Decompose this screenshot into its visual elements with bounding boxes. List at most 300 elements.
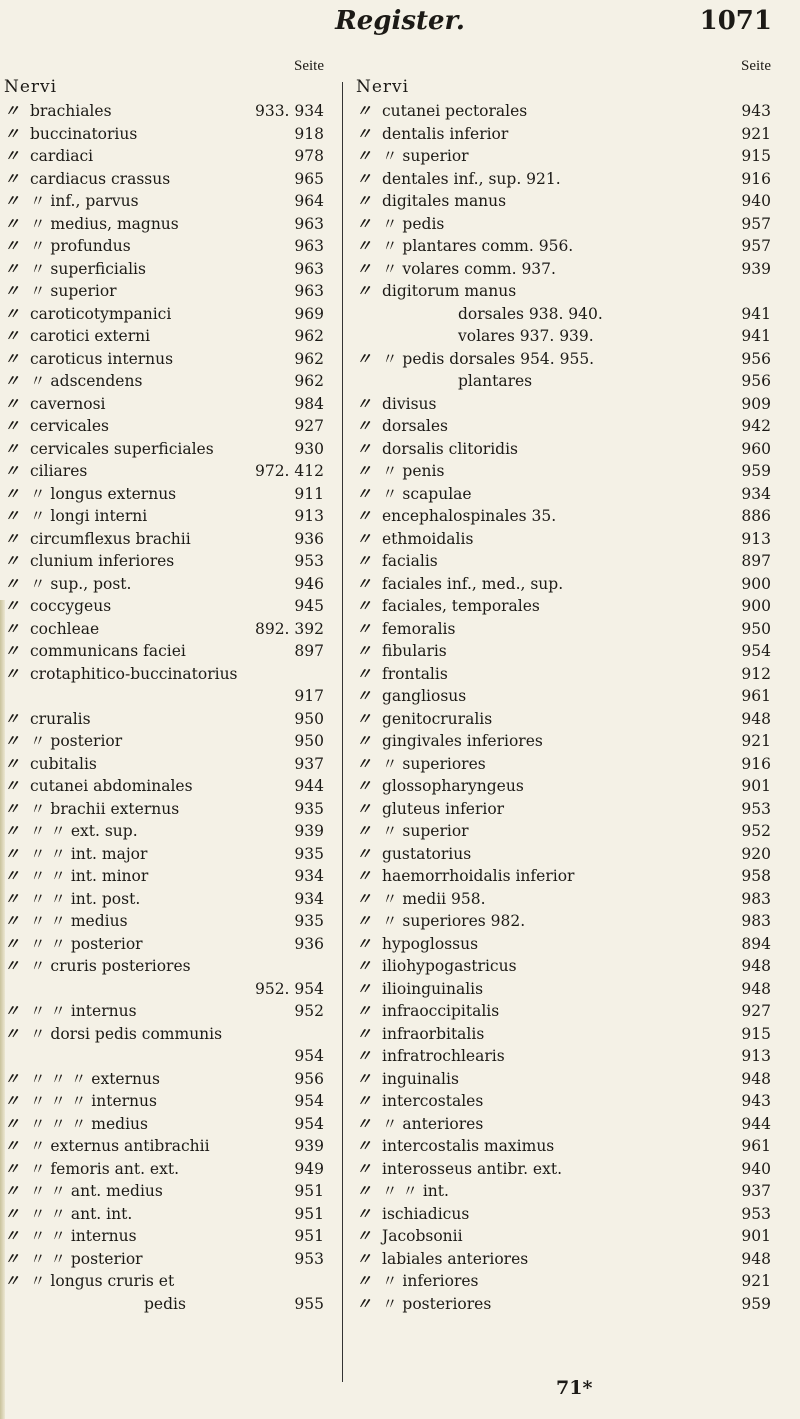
ditto-mark: 〃 <box>4 281 20 300</box>
page-reference: 962 <box>294 372 324 390</box>
page-reference: 937 <box>741 1182 771 1200</box>
ditto-mark: 〃 <box>356 1046 372 1065</box>
entry-term: inguinalis <box>382 1069 459 1088</box>
page-reference: 953 <box>741 1204 771 1223</box>
entry-term: cervicales superficiales <box>30 439 214 458</box>
entry-term: 〃 superficialis <box>30 259 146 278</box>
index-column-left <box>4 58 324 1315</box>
ditto-mark: 〃 <box>356 1136 372 1155</box>
page-reference: 894 <box>741 934 771 953</box>
index-entry <box>4 1203 324 1226</box>
index-entry <box>356 1023 771 1046</box>
index-entry <box>356 1293 771 1316</box>
ditto-mark: 〃 <box>4 213 20 233</box>
index-entry <box>4 190 324 213</box>
entry-term: ilioinguinalis <box>382 979 484 998</box>
ditto-mark: 〃 <box>4 483 20 503</box>
page-reference: 913 <box>741 529 771 548</box>
ditto-mark: 〃 <box>356 888 372 908</box>
page-reference: 964 <box>294 192 324 210</box>
index-entry <box>4 505 324 528</box>
page-reference: 948 <box>741 1069 771 1088</box>
page-reference: 959 <box>741 462 771 480</box>
entry-term: 〃 〃 〃 medius <box>30 1114 148 1133</box>
ditto-mark: 〃 <box>4 303 20 323</box>
ditto-mark: 〃 <box>4 258 20 278</box>
entry-term: 〃 plantares comm. 956. <box>382 237 574 255</box>
index-entry <box>4 910 324 933</box>
index-entry <box>4 888 324 911</box>
ditto-mark: 〃 <box>4 776 20 795</box>
index-entry <box>356 303 771 326</box>
ditto-mark: 〃 <box>356 821 372 840</box>
ditto-mark: 〃 <box>4 753 20 773</box>
page-reference: 952 <box>741 822 771 840</box>
index-entry <box>356 865 771 888</box>
index-entry <box>4 1045 324 1068</box>
entry-term: dentales inf., sup. 921. <box>382 169 561 188</box>
ditto-mark: 〃 <box>356 1158 372 1178</box>
page-reference: 948 <box>741 709 771 728</box>
ditto-mark: 〃 <box>4 933 20 953</box>
index-entry <box>4 348 324 371</box>
entry-term: 〃 superiores 982. <box>382 912 526 930</box>
index-entry <box>4 933 324 956</box>
entry-term: ischiadicus <box>382 1204 470 1223</box>
entry-term: digitorum manus <box>382 282 517 300</box>
index-entry <box>356 100 771 123</box>
page-reference: 943 <box>741 1092 771 1110</box>
entry-term: 〃 〃 posterior <box>30 934 143 953</box>
ditto-mark: 〃 <box>356 978 372 998</box>
index-entry <box>356 145 771 168</box>
page-reference: 962 <box>294 327 324 345</box>
ditto-mark: 〃 <box>4 1091 20 1110</box>
ditto-mark: 〃 <box>356 1001 372 1020</box>
index-entry <box>4 1248 324 1271</box>
page-reference: 886 <box>741 507 771 525</box>
ditto-mark: 〃 <box>4 641 20 660</box>
index-entry <box>4 100 324 123</box>
index-entry <box>4 303 324 326</box>
index-entry <box>4 168 324 191</box>
ditto-mark: 〃 <box>356 573 372 593</box>
ditto-mark: 〃 <box>356 416 372 435</box>
ditto-mark: 〃 <box>4 1158 20 1178</box>
entry-term: 〃 〃 int. major <box>30 844 148 863</box>
entry-term: 〃 〃 medius <box>30 912 128 930</box>
index-entry <box>4 393 324 416</box>
ditto-mark: 〃 <box>356 236 372 255</box>
entry-term: caroticus internus <box>30 349 174 368</box>
index-entry <box>4 415 324 438</box>
entry-term: 〃 〃 ant. medius <box>30 1182 163 1200</box>
ditto-mark: 〃 <box>4 1248 20 1268</box>
entry-term: facialis <box>382 552 438 570</box>
entry-term: 〃 〃 〃 externus <box>30 1069 160 1088</box>
index-entry <box>4 955 324 978</box>
entry-term: 〃 medii 958. <box>382 889 486 908</box>
ditto-mark: 〃 <box>356 483 372 503</box>
index-entry <box>356 528 771 551</box>
entry-term: Jacobsonii <box>382 1227 463 1245</box>
entry-term: 〃 〃 ant. int. <box>30 1204 133 1223</box>
entry-term: 〃 pedis dorsales 954. 955. <box>382 349 595 368</box>
entry-term: 〃 medius, magnus <box>30 214 179 233</box>
index-entry <box>4 1225 324 1248</box>
index-entry <box>356 1135 771 1158</box>
entry-term: pedis <box>144 1294 186 1313</box>
page-reference: 949 <box>294 1159 324 1178</box>
index-entry <box>356 438 771 461</box>
page-reference: 935 <box>294 912 324 930</box>
ditto-mark: 〃 <box>356 506 372 525</box>
entry-term: genitocruralis <box>382 709 493 728</box>
page-reference: 956 <box>741 349 771 368</box>
entry-term: infraorbitalis <box>382 1024 485 1043</box>
ditto-mark: 〃 <box>356 1023 372 1043</box>
page-reference: 984 <box>294 394 324 413</box>
ditto-mark: 〃 <box>356 866 372 885</box>
page-reference: 956 <box>294 1069 324 1088</box>
page-reference: 956 <box>741 372 771 390</box>
page-reference: 909 <box>741 394 771 413</box>
entry-term: haemorrhoidalis inferior <box>382 867 575 885</box>
page-reference: 935 <box>294 844 324 863</box>
entry-term: dorsalis clitoridis <box>382 439 519 458</box>
entry-term: 〃 longus cruris et <box>30 1272 175 1290</box>
entry-term: clunium inferiores <box>30 552 175 570</box>
index-entry <box>4 1135 324 1158</box>
page-reference: 913 <box>741 1047 771 1065</box>
page-reference: 921 <box>741 732 771 750</box>
entry-term: cervicales <box>30 417 109 435</box>
ditto-mark: 〃 <box>4 146 20 165</box>
page-reference: 915 <box>741 1024 771 1043</box>
index-entry <box>356 483 771 506</box>
entry-term: digitales manus <box>382 192 507 210</box>
ditto-mark: 〃 <box>356 168 372 188</box>
ditto-mark: 〃 <box>356 393 372 413</box>
page-reference: 953 <box>294 552 324 570</box>
ditto-mark: 〃 <box>356 731 372 750</box>
page-reference: 944 <box>294 777 324 795</box>
entry-term: cardiacus crassus <box>30 169 171 188</box>
column-divider <box>342 82 343 1382</box>
ditto-mark: 〃 <box>4 1203 20 1223</box>
ditto-mark: 〃 <box>4 528 20 548</box>
page-reference: 934 <box>294 867 324 885</box>
ditto-mark: 〃 <box>356 1203 372 1223</box>
entry-term: plantares <box>458 372 533 390</box>
entry-term: 〃 superiores <box>382 754 486 773</box>
index-entry <box>356 730 771 753</box>
ditto-mark: 〃 <box>4 1113 20 1133</box>
index-entry <box>356 798 771 821</box>
entry-term: 〃 〃 ext. sup. <box>30 822 138 840</box>
index-entry <box>356 933 771 956</box>
entry-term: crotaphitico-buccinatorius <box>30 664 238 683</box>
page-reference: 930 <box>294 439 324 458</box>
entry-term: gustatorius <box>382 844 472 863</box>
ditto-mark: 〃 <box>4 888 20 908</box>
page-reference: 915 <box>741 147 771 165</box>
page-reference: 962 <box>294 349 324 368</box>
index-entry <box>356 888 771 911</box>
page-reference: 921 <box>741 1272 771 1290</box>
ditto-mark: 〃 <box>356 123 372 143</box>
ditto-mark: 〃 <box>4 416 20 435</box>
entry-term: frontalis <box>382 664 448 683</box>
entry-term: 〃 brachii externus <box>30 799 180 818</box>
entry-term: 〃 〃 int. post. <box>30 889 141 908</box>
ditto-mark: 〃 <box>4 596 20 615</box>
index-entry <box>4 775 324 798</box>
index-entry <box>4 843 324 866</box>
page-reference: 963 <box>294 237 324 255</box>
index-entry <box>356 775 771 798</box>
index-entry <box>4 280 324 303</box>
index-entry <box>356 573 771 596</box>
index-entry <box>356 190 771 213</box>
index-entry <box>4 1293 324 1316</box>
entry-term: 〃 adscendens <box>30 372 143 390</box>
index-entry <box>356 1045 771 1068</box>
index-entry <box>356 1203 771 1226</box>
page-reference: 954 <box>294 1092 324 1110</box>
entry-term: dorsales 938. 940. <box>458 304 603 323</box>
ditto-mark: 〃 <box>4 393 20 413</box>
index-entry <box>356 505 771 528</box>
index-entry <box>356 1248 771 1271</box>
index-entry <box>356 348 771 371</box>
ditto-mark: 〃 <box>356 438 372 458</box>
section-label: Nervi <box>4 77 58 97</box>
page-reference: 957 <box>741 237 771 255</box>
index-entry <box>4 798 324 821</box>
page-reference: 927 <box>294 417 324 435</box>
page-reference: 897 <box>741 552 771 570</box>
entry-term: fibularis <box>382 642 447 660</box>
seite-label: Seite <box>294 58 324 74</box>
page-reference: 952. 954 <box>254 979 324 998</box>
page-reference: 983 <box>741 889 771 908</box>
index-entry <box>356 753 771 776</box>
page-reference: 939 <box>294 1137 324 1155</box>
ditto-mark: 〃 <box>356 753 372 773</box>
ditto-mark: 〃 <box>4 731 20 750</box>
entry-term: 〃 penis <box>382 462 445 480</box>
page-reference: 897 <box>294 642 324 660</box>
ditto-mark: 〃 <box>4 506 20 525</box>
ditto-mark: 〃 <box>4 798 20 818</box>
entry-term: cardiaci <box>30 147 94 165</box>
page-reference: 961 <box>741 1137 771 1155</box>
entry-term: cochleae <box>30 619 100 638</box>
entry-term: ciliares <box>30 462 88 480</box>
entry-term: 〃 scapulae <box>382 484 472 503</box>
index-entry <box>356 550 771 573</box>
page-reference: 948 <box>741 1249 771 1268</box>
ditto-mark: 〃 <box>4 1023 20 1043</box>
entry-term: divisus <box>382 394 437 413</box>
entry-term: carotici externi <box>30 327 151 345</box>
page-reference: 913 <box>294 507 324 525</box>
page-reference: 959 <box>741 1294 771 1313</box>
entry-term: infraoccipitalis <box>382 1002 500 1020</box>
index-entry <box>356 280 771 303</box>
page-reference: 918 <box>294 124 324 143</box>
ditto-mark: 〃 <box>356 1068 372 1088</box>
entry-term: 〃 dorsi pedis communis <box>30 1024 223 1043</box>
page-reference: 916 <box>741 754 771 773</box>
page-reference: 946 <box>294 574 324 593</box>
entry-term: femoralis <box>382 619 456 638</box>
index-entry <box>4 820 324 843</box>
page-reference: 901 <box>741 777 771 795</box>
ditto-mark: 〃 <box>4 1181 20 1200</box>
entry-term: infratrochlearis <box>382 1047 505 1065</box>
page-reference: 941 <box>741 327 771 345</box>
index-entry <box>4 573 324 596</box>
ditto-mark: 〃 <box>356 1091 372 1110</box>
page-reference: 948 <box>741 957 771 975</box>
index-entry <box>356 1225 771 1248</box>
ditto-mark: 〃 <box>356 461 372 480</box>
index-entry <box>4 438 324 461</box>
entry-term: cruralis <box>30 709 91 728</box>
page-reference: 934 <box>294 889 324 908</box>
entry-term: encephalospinales 35. <box>382 507 557 525</box>
index-entry <box>4 145 324 168</box>
ditto-mark: 〃 <box>356 663 372 683</box>
ditto-mark: 〃 <box>356 641 372 660</box>
page-reference: 920 <box>741 844 771 863</box>
ditto-mark: 〃 <box>4 1226 20 1245</box>
entry-term: intercostales <box>382 1092 484 1110</box>
ditto-mark: 〃 <box>4 168 20 188</box>
page-reference: 953 <box>741 799 771 818</box>
page-reference: 957 <box>741 214 771 233</box>
page-reference: 921 <box>741 124 771 143</box>
entry-term: coccygeus <box>30 597 112 615</box>
page-reference: 937 <box>294 754 324 773</box>
page-reference: 936 <box>294 529 324 548</box>
entry-term: 〃 〃 int. <box>382 1182 449 1200</box>
page-reference: 954 <box>741 642 771 660</box>
page-reference: 944 <box>741 1114 771 1133</box>
ditto-mark: 〃 <box>4 708 20 728</box>
page-reference: 916 <box>741 169 771 188</box>
index-entry <box>4 550 324 573</box>
index-entry <box>4 730 324 753</box>
entry-term: caroticotympanici <box>30 304 172 323</box>
page-reference: 939 <box>741 259 771 278</box>
ditto-mark: 〃 <box>4 438 20 458</box>
index-entry <box>356 910 771 933</box>
page-reference: 901 <box>741 1227 771 1245</box>
ditto-mark: 〃 <box>4 843 20 863</box>
page-reference: 912 <box>741 664 771 683</box>
ditto-mark: 〃 <box>4 326 20 345</box>
ditto-mark: 〃 <box>4 1271 20 1290</box>
entry-term: 〃 sup., post. <box>30 574 132 593</box>
ditto-mark: 〃 <box>356 798 372 818</box>
entry-term: 〃 anteriores <box>382 1114 484 1133</box>
entry-term: 〃 superior <box>382 147 469 165</box>
index-entry <box>4 1270 324 1293</box>
page-reference: 954 <box>294 1114 324 1133</box>
index-entry <box>4 1113 324 1136</box>
index-column-right <box>356 58 771 1315</box>
page-reference: 942 <box>741 417 771 435</box>
entry-list <box>356 100 771 1315</box>
index-entry <box>4 235 324 258</box>
index-entry <box>356 213 771 236</box>
ditto-mark: 〃 <box>356 551 372 570</box>
page-reference: 983 <box>741 912 771 930</box>
index-entry <box>4 528 324 551</box>
index-entry <box>4 595 324 618</box>
ditto-mark: 〃 <box>356 686 372 705</box>
entry-term: hypoglossus <box>382 934 479 953</box>
entry-term: cavernosi <box>30 394 106 413</box>
page-reference: 917 <box>294 687 324 705</box>
entry-term: dorsales <box>382 417 448 435</box>
page-reference: 958 <box>741 867 771 885</box>
ditto-mark: 〃 <box>4 236 20 255</box>
entry-term: 〃 profundus <box>30 237 131 255</box>
page-reference: 934 <box>741 484 771 503</box>
page-reference: 940 <box>741 192 771 210</box>
index-entry <box>356 1270 771 1293</box>
index-entry <box>356 168 771 191</box>
page-reference: 933. 934 <box>254 102 324 120</box>
ditto-mark: 〃 <box>4 551 20 570</box>
page-reference: 965 <box>294 169 324 188</box>
page-reference: 960 <box>741 439 771 458</box>
ditto-mark: 〃 <box>4 1136 20 1155</box>
entry-term: 〃 〃 〃 internus <box>30 1092 157 1110</box>
entry-term: 〃 〃 internus <box>30 1002 137 1020</box>
entry-term: circumflexus brachii <box>30 529 191 548</box>
ditto-mark: 〃 <box>4 101 20 120</box>
entry-term: 〃 posteriores <box>382 1294 492 1313</box>
entry-term: glossopharyngeus <box>382 777 524 795</box>
entry-term: faciales, temporales <box>382 597 540 615</box>
ditto-mark: 〃 <box>4 618 20 638</box>
page-reference: 943 <box>741 102 771 120</box>
index-entry <box>356 393 771 416</box>
index-entry <box>356 663 771 686</box>
entry-term: 〃 longus externus <box>30 484 177 503</box>
index-entry <box>4 483 324 506</box>
ditto-mark: 〃 <box>4 1001 20 1020</box>
entry-term: gangliosus <box>382 687 467 705</box>
page-reference: 892. 392 <box>254 619 324 638</box>
index-entry <box>356 1158 771 1181</box>
ditto-mark: 〃 <box>356 1293 372 1313</box>
ditto-mark: 〃 <box>4 371 20 390</box>
ditto-mark: 〃 <box>356 1113 372 1133</box>
index-entry <box>356 843 771 866</box>
section-label: Nervi <box>356 77 410 97</box>
entry-term: volares 937. 939. <box>458 327 594 345</box>
page-reference: 945 <box>294 597 324 615</box>
index-entry <box>4 1068 324 1091</box>
index-entry <box>356 460 771 483</box>
index-entry <box>356 415 771 438</box>
